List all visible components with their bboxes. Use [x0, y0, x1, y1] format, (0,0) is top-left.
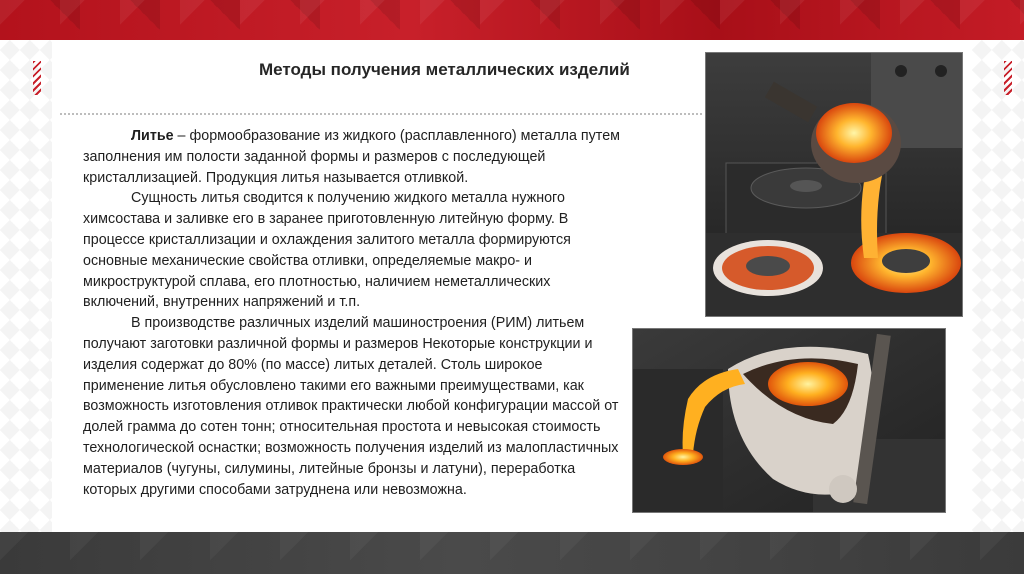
term-casting: Литье — [131, 128, 174, 144]
left-hatch-accent — [33, 61, 41, 95]
paragraph-1-text: – формообразование из жидкого (расплавленного) металла путем заполнения им полости заданной формы и размеров с последующей кристаллизацией. Продукция литья называется отливкой. — [83, 128, 620, 186]
slide-title: Методы получения металлических изделий — [259, 60, 630, 79]
paragraph-casting-essence — [83, 188, 623, 313]
paragraph-casting-definition — [83, 126, 623, 188]
ladle-photo — [632, 328, 946, 513]
bottom-decorative-band — [0, 532, 1024, 574]
right-hatch-accent — [1004, 61, 1012, 95]
title-divider — [60, 113, 702, 115]
slide-body — [83, 126, 623, 500]
right-pattern-strip — [972, 40, 1024, 532]
pouring-photo — [705, 52, 963, 317]
left-pattern-strip — [0, 40, 52, 532]
paragraph-2-text: Сущность литья сводится к получению жидкого металла нужного химсостава и заливке его в заранее приготовленную литейную форму. В процессе кристаллизации и охлаждения залитого металла формируются основные механические свойства отливки, определяемые макро- и микроструктурой сплава, его плотностью, наличием неметаллических включений, внутренних напряжений и т.п. — [83, 190, 571, 311]
top-decorative-band — [0, 0, 1024, 40]
paragraph-3-text: В производстве различных изделий машиностроения (РИМ) литьем получают заготовки различной формы и размеров Некоторые конструкции и изделия содержат до 80% (по массе) литых деталей. Столь широкое применение литья обусловлено такими его важными преимуществами, как возможность изготовления отливок практически любой конфигурации массой от долей грамма до сотен тонн; относительная простота и невысокая стоимость технологической оснастки; возможность получения изделий из малопластичных материалов (чугуны, силумины, литейные бронзы и латуни), переработка которых другими способами затруднена или невозможна. — [83, 315, 619, 498]
paragraph-casting-advantages — [83, 313, 623, 500]
